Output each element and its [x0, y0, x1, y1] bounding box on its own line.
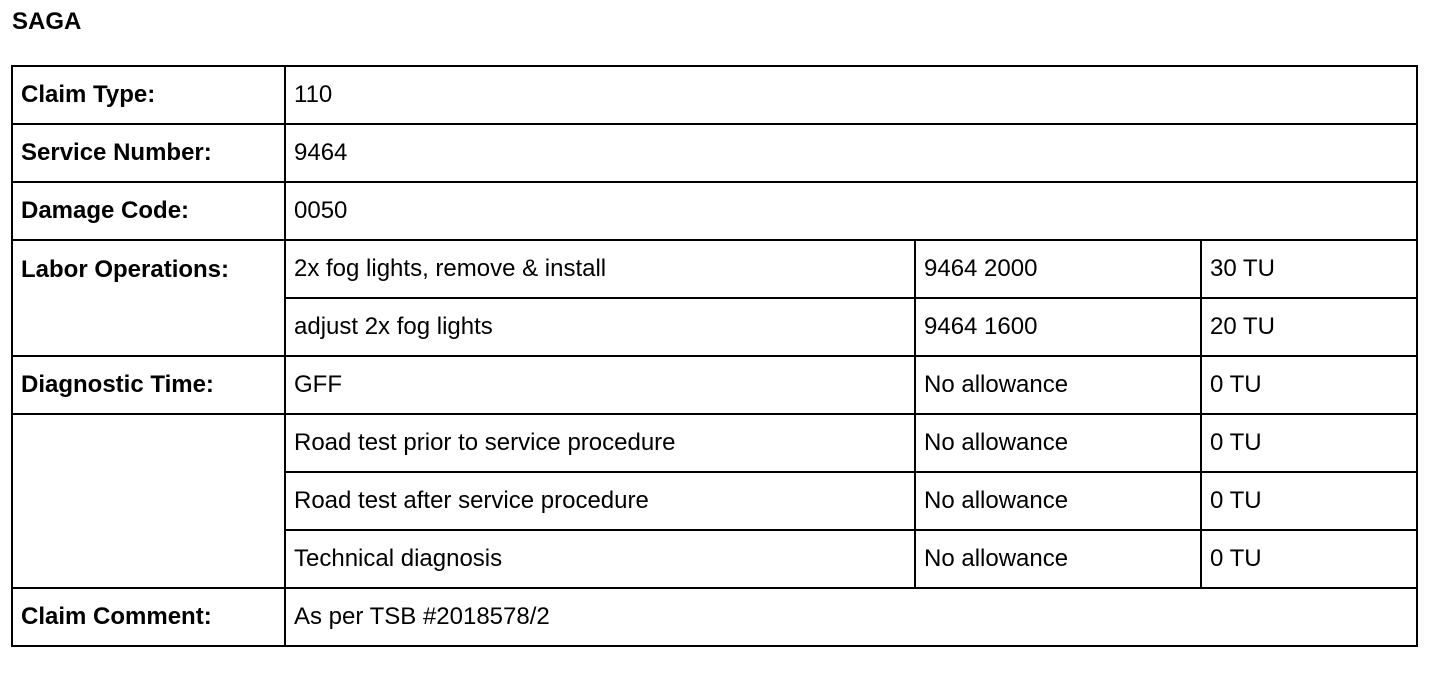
claim-type-value: 110	[285, 66, 1417, 124]
service-number-value: 9464	[285, 124, 1417, 182]
labor-operation-description: adjust 2x fog lights	[285, 298, 915, 356]
labor-operation-time: 20 TU	[1201, 298, 1417, 356]
labor-operation-row	[12, 240, 1417, 298]
claim-comment-value: As per TSB #2018578/2	[285, 588, 1417, 646]
diagnostic-row	[12, 356, 1417, 414]
service-number-label: Service Number:	[12, 124, 285, 182]
claim-table	[11, 65, 1418, 647]
diagnostic-allowance: No allowance	[915, 530, 1201, 588]
diagnostic-description: Road test after service procedure	[285, 472, 915, 530]
empty-label-cell	[12, 414, 285, 588]
diagnostic-allowance: No allowance	[915, 472, 1201, 530]
damage-code-row	[12, 182, 1417, 240]
service-number-row	[12, 124, 1417, 182]
labor-operation-code: 9464 2000	[915, 240, 1201, 298]
labor-operations-label: Labor Operations:	[12, 240, 285, 356]
diagnostic-description: Road test prior to service procedure	[285, 414, 915, 472]
damage-code-label: Damage Code:	[12, 182, 285, 240]
diagnostic-time: 0 TU	[1201, 414, 1417, 472]
labor-operation-time: 30 TU	[1201, 240, 1417, 298]
diagnostic-allowance: No allowance	[915, 356, 1201, 414]
claim-comment-label: Claim Comment:	[12, 588, 285, 646]
claim-type-label: Claim Type:	[12, 66, 285, 124]
claim-type-row	[12, 66, 1417, 124]
claim-comment-row	[12, 588, 1417, 646]
diagnostic-description: GFF	[285, 356, 915, 414]
labor-operation-description: 2x fog lights, remove & install	[285, 240, 915, 298]
diagnostic-description: Technical diagnosis	[285, 530, 915, 588]
diagnostic-time-label: Diagnostic Time:	[12, 356, 285, 414]
diagnostic-allowance: No allowance	[915, 414, 1201, 472]
diagnostic-row	[12, 414, 1417, 472]
document-title: SAGA	[12, 8, 82, 35]
diagnostic-time: 0 TU	[1201, 530, 1417, 588]
labor-operation-code: 9464 1600	[915, 298, 1201, 356]
diagnostic-time: 0 TU	[1201, 356, 1417, 414]
damage-code-value: 0050	[285, 182, 1417, 240]
diagnostic-time: 0 TU	[1201, 472, 1417, 530]
